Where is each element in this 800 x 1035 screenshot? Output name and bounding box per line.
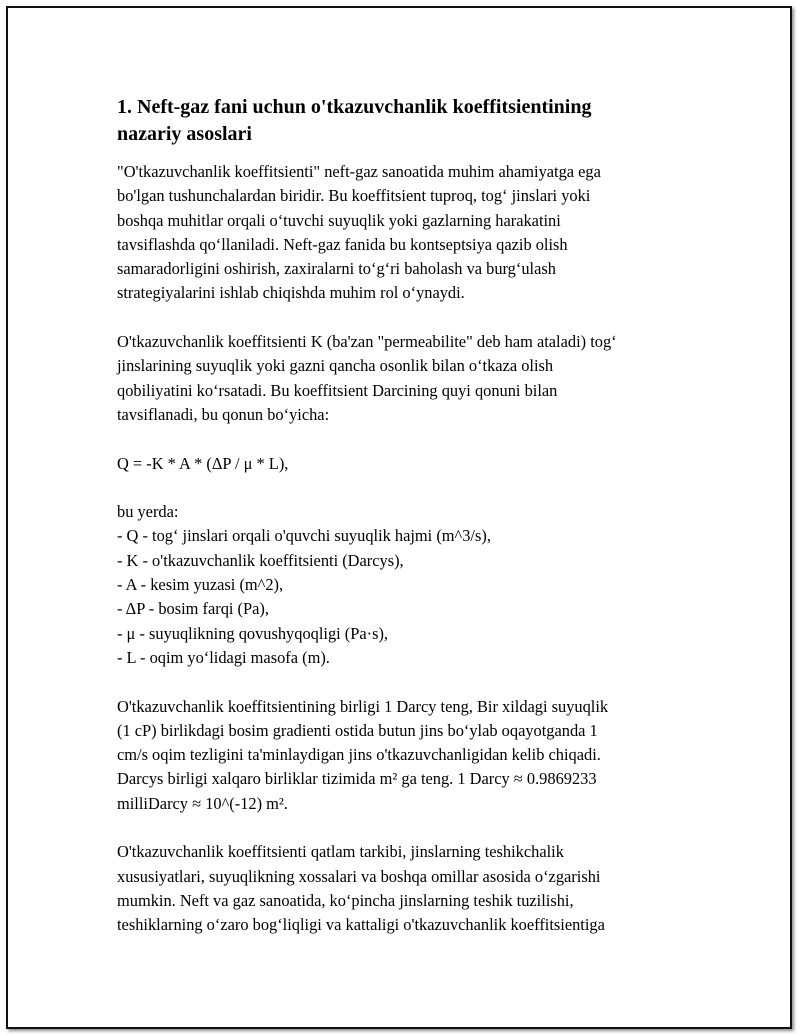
paragraph-gap [117,670,677,694]
list-item: - K - o'tkazuvchanlik koeffitsienti (Darcys), [117,550,404,570]
permeability-paragraph: O'tkazuvchanlik koeffitsienti K (ba'zan "permeabilite" deb ham ataladi) tog‘ jinslarining suyuqlik yoki gazni qancha osonlik bilan o‘tkaza olish qobiliyatini ko‘rsatadi. Bu koeffitsient Darcining quyi qonuni bilan tavsiflanadi, bu qonun bo‘yicha: [117,332,617,424]
list-item: - Q - tog‘ jinslari orqali o'quvchi suyuqlik hajmi (m^3/s), [117,526,491,546]
units-paragraph: O'tkazuvchanlik koeffitsientining birligi 1 Darcy teng, Bir xildagi suyuqlik (1 cP) birlikdagi bosim gradienti ostida butun jins bo‘ylab oqayotganda 1 cm/s oqim tezligini ta'minlaydigan jins o'tkazuvchanligidan kelib chiqadi. Darcys birligi xalqaro birliklar tizimida m² ga teng. 1 Darcy ≈ 0.9869233 milliDarcy ≈ 10^(-12) m². [117,696,609,813]
paragraph-gap [117,816,677,840]
definitions-list [117,524,677,670]
list-item: - ΔP - bosim farqi (Pa), [117,599,269,619]
factors-paragraph: O'tkazuvchanlik koeffitsienti qatlam tarkibi, jinslarning teshikchalik xususiyatlari, suyuqlikning xossalari va boshqa omillar asosida o‘zgarishi mumkin. Neft va gaz sanoatida, ko‘pincha jinslarning teshik tuzilishi, teshiklarning o‘zaro bog‘liqligi va kattaligi o'tkazuvchanlik koeffitsientiga [117,842,605,935]
paragraph-gap [117,306,677,330]
list-item: - A - kesim yuzasi (m^2), [117,575,284,595]
intro-paragraph: "O'tkazuvchanlik koeffitsienti" neft-gaz sanoatida muhim ahamiyatga ega bo'lgan tushunchalardan biridir. Bu koeffitsient tuproq, tog‘ jinslari yoki boshqa muhitlar orqali o‘tuvchi suyuqlik yoki gazlarning harakatini tavsiflashda qo‘llaniladi. Neft-gaz fanida bu kontseptsiya qazib olish samaradorligini oshirish, zaxiralarni to‘g‘ri baholash va burg‘ulash strategiyalarini ishlab chiqishda muhim rol o‘ynaydi. [117,162,601,303]
darcy-formula: Q = -K * A * (ΔP / μ * L), [117,453,289,473]
paragraph-gap [117,476,677,500]
list-item: - μ - suyuqlikning qovushyqoqligi (Pa·s), [117,623,389,643]
document-body [117,94,677,938]
paragraph-gap [117,427,677,451]
definitions-intro: bu yerda: [117,502,179,522]
section-heading: 1. Neft-gaz fani uchun o'tkazuvchanlik koeffitsientining nazariy asoslari [117,96,592,145]
list-item: - L - oqim yo‘lidagi masofa (m). [117,647,330,667]
